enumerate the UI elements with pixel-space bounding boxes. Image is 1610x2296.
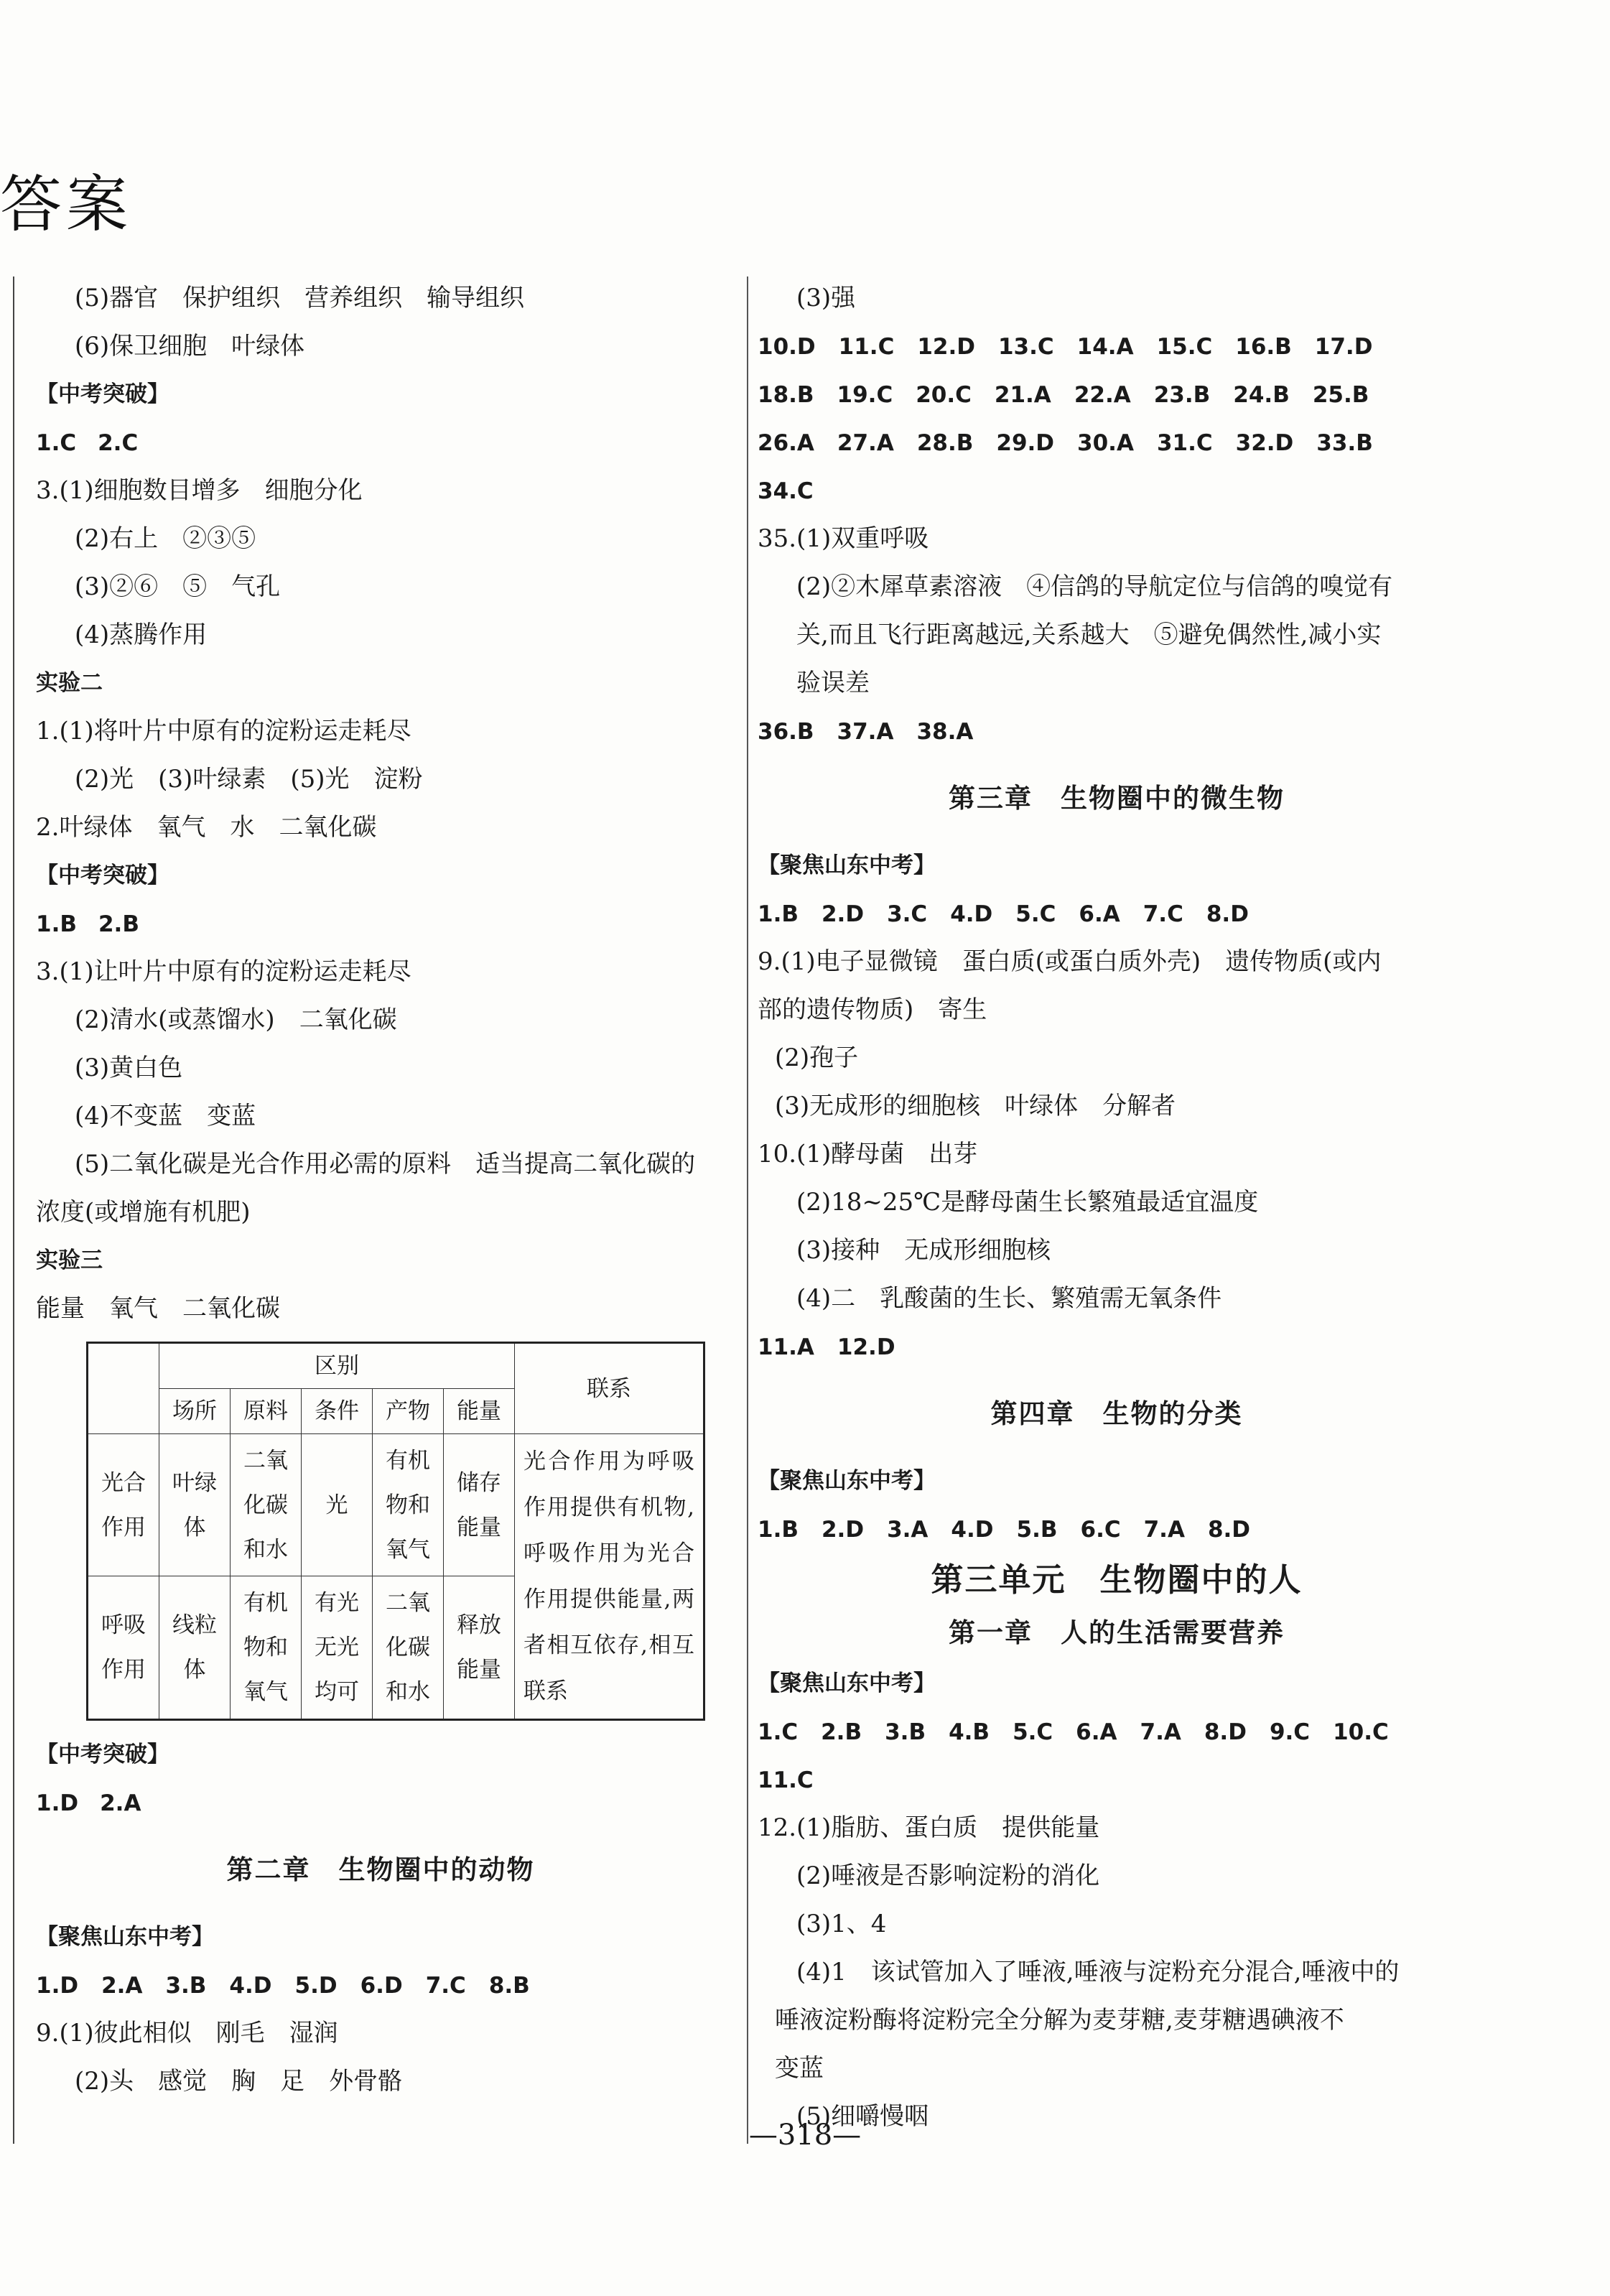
- answer-line: (4)不变蓝 变蓝: [75, 1102, 256, 1130]
- left-margin-rule: [13, 276, 14, 2144]
- left-column: [36, 274, 725, 2106]
- answer-line: 变蓝: [775, 2054, 824, 2083]
- answer-item: 18.B: [758, 382, 814, 408]
- answer-row: [758, 1323, 1476, 1371]
- cell-line: 释放: [457, 1612, 501, 1639]
- answer-item: 21.A: [994, 382, 1051, 408]
- answer-item: 5.B: [1016, 1517, 1058, 1543]
- cell-line: 线粒: [172, 1612, 217, 1639]
- table-cell: [231, 1434, 302, 1576]
- answer-row: [758, 707, 1476, 756]
- cell-line: 二氧: [243, 1447, 288, 1474]
- answer-line: (2)清水(或蒸馏水) 二氧化碳: [75, 1005, 397, 1034]
- answer-item: 7.A: [1143, 1517, 1185, 1543]
- unit-heading: 第三单元 生物圈中的人: [931, 1561, 1303, 1599]
- table-header-site: 场所: [159, 1389, 231, 1434]
- cell-line: 和水: [386, 1679, 430, 1706]
- cell-line: 体: [183, 1657, 206, 1683]
- answer-line: (2)②木犀草素溶液 ④信鸽的导航定位与信鸽的嗅觉有: [796, 572, 1393, 601]
- cell-line: 作用: [101, 1657, 146, 1683]
- answer-item: 5.C: [1015, 901, 1056, 927]
- section-label: 【中考突破】: [36, 381, 169, 407]
- answer-line: (2)光 (3)叶绿素 (5)光 淀粉: [75, 765, 423, 794]
- answer-item: 10.C: [1333, 1719, 1389, 1745]
- cell-line: 有机: [386, 1447, 430, 1474]
- answer-item: 24.B: [1233, 382, 1290, 408]
- answer-line: (4)蒸腾作用: [75, 621, 208, 649]
- table-link-cell: 光合作用为呼吸作用提供有机物,呼吸作用为光合作用提供能量,两者相互依存,相互联系: [515, 1434, 704, 1720]
- column-divider: [747, 276, 748, 2144]
- answer-item: 33.B: [1316, 430, 1373, 456]
- cell-line: 物和: [386, 1492, 430, 1518]
- photosynthesis-respiration-table: [86, 1342, 705, 1721]
- answer-line: 10.(1)酵母菌 出芽: [758, 1140, 978, 1168]
- answer-line: 2.叶绿体 氧气 水 二氧化碳: [36, 813, 377, 842]
- answer-item: 1.C: [758, 1719, 799, 1745]
- section-label: 【中考突破】: [36, 863, 169, 888]
- section-label: 【聚焦山东中考】: [758, 1468, 936, 1494]
- answer-item: 13.C: [997, 334, 1054, 360]
- answer-row: [758, 1505, 1476, 1553]
- cell-line: 均可: [315, 1679, 359, 1706]
- answer-item: 3.B: [885, 1719, 926, 1745]
- experiment-heading: 实验二: [36, 670, 103, 696]
- cell-line: 化碳: [386, 1635, 430, 1661]
- table-corner: [88, 1343, 159, 1434]
- cell-line: 能量: [457, 1657, 501, 1683]
- cell-line: 有光: [315, 1590, 359, 1617]
- section-label: 【聚焦山东中考】: [758, 852, 936, 878]
- answer-row: [758, 419, 1476, 467]
- answer-line: (3)无成形的细胞核 叶绿体 分解者: [775, 1092, 1176, 1120]
- answer-line: (3)强: [796, 284, 856, 312]
- answer-item: 22.A: [1074, 382, 1131, 408]
- answer-item: 26.A: [758, 430, 814, 456]
- answer-item: 30.A: [1077, 430, 1134, 456]
- answer-item: 15.C: [1156, 334, 1213, 360]
- answer-line: 能量 氧气 二氧化碳: [36, 1294, 280, 1323]
- answer-item: 37.A: [837, 719, 894, 745]
- answer-row: [36, 1961, 725, 2009]
- answer-item: 19.C: [837, 382, 893, 408]
- answer-line: 3.(1)让叶片中原有的淀粉运走耗尽: [36, 957, 411, 986]
- answer-item: 2.D: [821, 1517, 865, 1543]
- answer-item: 6.C: [1080, 1517, 1121, 1543]
- answer-item: 34.C: [758, 478, 814, 504]
- answer-line: (4)二 乳酸菌的生长、繁殖需无氧条件: [796, 1284, 1222, 1313]
- answer-line: 12.(1)脂肪、蛋白质 提供能量: [758, 1813, 1100, 1842]
- answer-line: (2)唾液是否影响淀粉的消化: [796, 1862, 1100, 1890]
- section-label: 【聚焦山东中考】: [36, 1924, 214, 1950]
- answer-item: 4.D: [950, 901, 993, 927]
- answer-line: (2)右上 ②③⑤: [75, 524, 256, 553]
- answer-line: 1.(1)将叶片中原有的淀粉运走耗尽: [36, 717, 411, 745]
- answer-line: (3)②⑥ ⑤ 气孔: [75, 572, 281, 601]
- answer-item: 17.D: [1314, 334, 1373, 360]
- answer-item: 1.C: [36, 430, 77, 456]
- table-header-prod: 产物: [373, 1389, 444, 1434]
- answer-item: 8.D: [1206, 901, 1249, 927]
- table-header-diff: 区别: [159, 1343, 515, 1389]
- cell-line: 呼吸: [101, 1612, 146, 1639]
- answer-line: (2)18~25℃是酵母菌生长繁殖最适宜温度: [796, 1188, 1259, 1217]
- table-header-raw: 原料: [231, 1389, 302, 1434]
- answer-item: 2.C: [98, 430, 139, 456]
- answer-row: [758, 322, 1476, 371]
- table-cell: [231, 1576, 302, 1720]
- answer-item: 1.B: [36, 911, 77, 937]
- chapter-heading: 第三章 生物圈中的微生物: [949, 783, 1285, 814]
- page-title: 答案: [0, 169, 132, 241]
- answer-item: 9.C: [1269, 1719, 1311, 1745]
- answer-line: (5)二氧化碳是光合作用必需的原料 适当提高二氧化碳的: [75, 1150, 696, 1179]
- answer-item: 6.A: [1076, 1719, 1117, 1745]
- answer-line: 验误差: [796, 669, 870, 697]
- answer-item: 1.B: [758, 901, 799, 927]
- chapter-heading: 第四章 生物的分类: [990, 1398, 1243, 1429]
- answer-line: (3)1、4: [796, 1910, 887, 1938]
- answer-item: 7.C: [1143, 901, 1183, 927]
- cell-line: 有机: [243, 1590, 288, 1617]
- answer-line: (5)器官 保护组织 营养组织 输导组织: [75, 284, 525, 312]
- answer-item: 5.C: [1013, 1719, 1053, 1745]
- table-header-cond: 条件: [302, 1389, 373, 1434]
- answer-item: 11.C: [758, 1767, 814, 1793]
- answer-line: (4)1 该试管加入了唾液,唾液与淀粉充分混合,唾液中的: [796, 1958, 1400, 1986]
- cell-line: 无光: [315, 1635, 359, 1661]
- answer-item: 1.D: [36, 1790, 79, 1816]
- answer-line: 9.(1)电子显微镜 蛋白质(或蛋白质外壳) 遗传物质(或内: [758, 947, 1382, 976]
- answer-line: 9.(1)彼此相似 刚毛 湿润: [36, 2019, 338, 2048]
- answer-item: 4.D: [229, 1973, 272, 1999]
- answer-line: 浓度(或增施有机肥): [36, 1198, 251, 1227]
- table-cell: [373, 1434, 444, 1576]
- answer-row: [758, 467, 1476, 515]
- answer-item: 4.D: [951, 1517, 994, 1543]
- cell-line: 氧气: [243, 1679, 288, 1706]
- answer-item: 5.D: [294, 1973, 338, 1999]
- answer-item: 31.C: [1156, 430, 1213, 456]
- answer-item: 1.D: [36, 1973, 79, 1999]
- answer-item: 32.D: [1235, 430, 1294, 456]
- answer-row: [36, 1779, 725, 1827]
- cell-line: 储存: [457, 1469, 501, 1496]
- answer-item: 29.D: [996, 430, 1055, 456]
- chapter-heading: 第一章 人的生活需要营养: [949, 1617, 1285, 1648]
- answer-item: 10.D: [758, 334, 816, 360]
- table-cell: 光: [302, 1434, 373, 1576]
- answer-line: (3)黄白色: [75, 1054, 183, 1082]
- answer-item: 7.A: [1140, 1719, 1181, 1745]
- cell-line: 物和: [243, 1635, 288, 1661]
- table-cell: [159, 1434, 231, 1576]
- answer-item: 23.B: [1153, 382, 1211, 408]
- answer-item: 38.A: [916, 719, 974, 745]
- answer-line: 部的遗传物质) 寄生: [758, 995, 987, 1024]
- table-cell: [88, 1434, 159, 1576]
- answer-line: (5)细嚼慢咽: [796, 2102, 929, 2131]
- answer-item: 36.B: [758, 719, 814, 745]
- answer-item: 25.B: [1312, 382, 1369, 408]
- answer-item: 8.D: [1204, 1719, 1247, 1745]
- answer-item: 12.D: [917, 334, 975, 360]
- answer-row: [36, 900, 725, 948]
- answer-line: 3.(1)细胞数目增多 细胞分化: [36, 476, 363, 505]
- answer-item: 8.B: [488, 1973, 530, 1999]
- table-cell: [88, 1576, 159, 1720]
- answer-item: 2.B: [98, 911, 139, 937]
- answer-item: 11.A: [758, 1334, 814, 1360]
- table-header-energy: 能量: [444, 1389, 515, 1434]
- cell-line: 作用: [101, 1514, 146, 1540]
- answer-row: [758, 890, 1476, 938]
- cell-line: 体: [183, 1514, 206, 1540]
- answer-row: [758, 1756, 1476, 1804]
- answer-line: (2)头 感觉 胸 足 外骨骼: [75, 2067, 403, 2096]
- answer-item: 2.A: [101, 1973, 143, 1999]
- answer-item: 11.C: [838, 334, 895, 360]
- experiment-heading: 实验三: [36, 1247, 103, 1273]
- answer-item: 1.B: [758, 1517, 799, 1543]
- cell-line: 和水: [243, 1536, 288, 1563]
- answer-item: 27.A: [837, 430, 894, 456]
- answer-line: 关,而且飞行距离越远,关系越大 ⑤避免偶然性,减小实: [796, 621, 1382, 649]
- cell-line: 能量: [457, 1514, 501, 1540]
- answer-item: 2.D: [821, 901, 865, 927]
- table-cell: [444, 1434, 515, 1576]
- answer-line: 35.(1)双重呼吸: [758, 524, 929, 553]
- answer-item: 2.A: [100, 1790, 141, 1816]
- cell-line: 化碳: [243, 1492, 288, 1518]
- right-column: [758, 274, 1476, 2141]
- section-label: 【中考突破】: [36, 1742, 169, 1767]
- table-cell: [302, 1576, 373, 1720]
- answer-item: 4.B: [949, 1719, 990, 1745]
- answer-line: (2)孢子: [775, 1044, 859, 1072]
- section-label: 【聚焦山东中考】: [758, 1670, 936, 1696]
- cell-line: 光合: [101, 1469, 146, 1496]
- answer-item: 16.B: [1235, 334, 1292, 360]
- answer-item: 6.A: [1079, 901, 1120, 927]
- answer-line: 唾液淀粉酶将淀粉完全分解为麦芽糖,麦芽糖遇碘液不: [775, 2006, 1344, 2035]
- answer-item: 6.D: [360, 1973, 403, 1999]
- cell-line: 二氧: [386, 1590, 430, 1617]
- chapter-heading: 第二章 生物圈中的动物: [226, 1854, 535, 1885]
- answer-item: 3.C: [887, 901, 928, 927]
- answer-line: (3)接种 无成形细胞核: [796, 1236, 1051, 1265]
- answer-item: 12.D: [837, 1334, 895, 1360]
- answer-line: (6)保卫细胞 叶绿体: [75, 332, 305, 361]
- answer-row: [758, 1708, 1476, 1756]
- table-cell: [373, 1576, 444, 1720]
- page-number: —318—: [748, 2119, 862, 2152]
- answer-item: 3.A: [887, 1517, 929, 1543]
- table-cell: [159, 1576, 231, 1720]
- table-cell: [444, 1576, 515, 1720]
- table-header-link: 联系: [515, 1343, 704, 1434]
- answer-row: [758, 371, 1476, 419]
- cell-line: 叶绿: [172, 1469, 217, 1496]
- answer-item: 14.A: [1076, 334, 1134, 360]
- answer-item: 20.C: [916, 382, 972, 408]
- answer-item: 7.C: [425, 1973, 466, 1999]
- answer-row: [36, 419, 725, 467]
- answer-item: 3.B: [165, 1973, 207, 1999]
- cell-line: 氧气: [386, 1536, 430, 1563]
- answer-item: 28.B: [916, 430, 974, 456]
- answer-item: 8.D: [1207, 1517, 1251, 1543]
- answer-item: 2.B: [821, 1719, 862, 1745]
